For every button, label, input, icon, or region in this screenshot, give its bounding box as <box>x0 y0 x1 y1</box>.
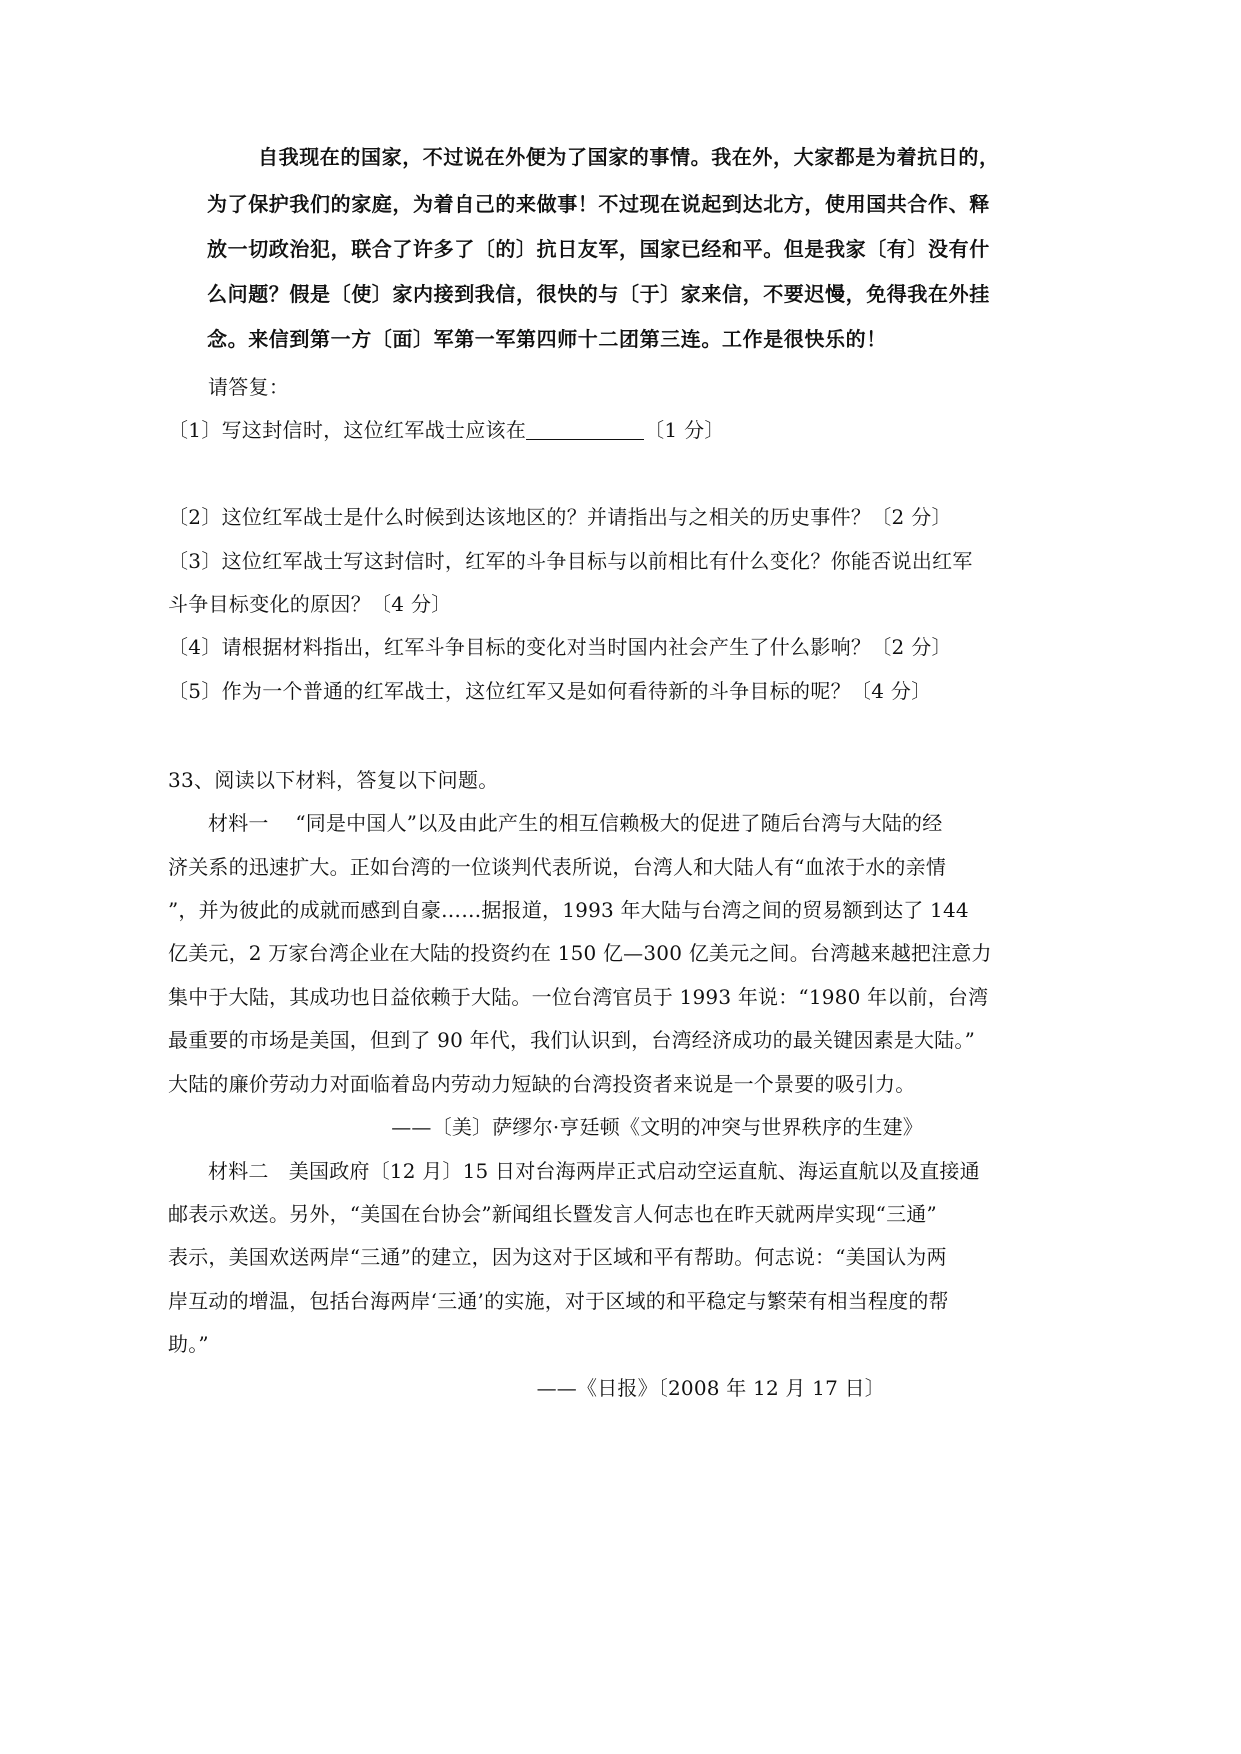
material-1-line: 济关系的迅速扩大。正如台湾的一位谈判代表所说，台湾人和大陆人有“血浓于水的亲情 <box>168 855 947 879</box>
material-1-line: 集中于大陆，其成功也日益依赖于大陆。一位台湾官员于 1993 年说：“1980 年以前，台湾 <box>168 985 989 1009</box>
material-1-line: 材料一 “同是中国人”以及由此产生的相互信赖极大的促进了随后台湾与大陆的经 <box>208 811 943 835</box>
material-2-line: 材料二 美国政府〔12 月〕15 日对台海两岸正式启动空运直航、海运直航以及直接通 <box>208 1159 980 1183</box>
letter-line: 念。来信到第一方〔面〕军第一军第四师十二团第三连。工作是很快乐的！ <box>207 327 887 351</box>
material-1-line: 最重要的市场是美国，但到了 90 年代，我们认识到，台湾经济成功的最关键因素是大陆。” <box>168 1028 975 1052</box>
question-1-score: 〔1 分〕 <box>644 418 725 442</box>
question-5: 〔5〕作为一个普通的红军战士，这位红军又是如何看待新的斗争目标的呢？〔4 分〕 <box>168 679 932 703</box>
letter-line: 放一切政治犯，联合了许多了〔的〕抗日友军，国家已经和平。但是我家〔有〕没有什 <box>207 237 990 261</box>
question-1-text: 〔1〕写这封信时，这位红军战士应该在 <box>168 418 527 442</box>
material-2-line: 助。” <box>168 1332 209 1356</box>
question-4: 〔4〕请根据材料指出，红军斗争目标的变化对当时国内社会产生了什么影响？〔2 分〕 <box>168 635 952 659</box>
letter-line: 么问题？假是〔使〕家内接到我信，很快的与〔于〕家来信，不要迟慢，免得我在外挂 <box>207 282 990 306</box>
material-2-line: 邮表示欢送。另外，“美国在台协会”新闻组长暨发言人何志也在昨天就两岸实现“三通” <box>168 1202 937 1226</box>
material-2-line: 表示，美国欢送两岸“三通”的建立，因为这对于区域和平有帮助。何志说：“美国认为两 <box>168 1245 947 1269</box>
answer-blank[interactable] <box>526 419 644 440</box>
material-1-line: 亿美元，2 万家台湾企业在大陆的投资约在 150 亿—300 亿美元之间。台湾越来越把注意力 <box>168 941 992 965</box>
question-3-line: 斗争目标变化的原因？〔4 分〕 <box>168 592 452 616</box>
letter-line: 自我现在的国家，不过说在外便为了国家的事情。我在外，大家都是为着抗日的， <box>258 145 1000 169</box>
material-2-source: ——《日报》〔2008 年 12 月 17 日〕 <box>536 1376 885 1400</box>
material-1-line: ”，并为彼此的成就而感到自豪……据报道，1993 年大陆与台湾之间的贸易额到达了 144 <box>168 898 969 922</box>
question-3-line: 〔3〕这位红军战士写这封信时，红军的斗争目标与以前相比有什么变化？你能否说出红军 <box>168 549 973 573</box>
section-33-heading: 33、阅读以下材料，答复以下问题。 <box>168 768 499 792</box>
question-2: 〔2〕这位红军战士是什么时候到达该地区的？并请指出与之相关的历史事件？〔2 分〕 <box>168 505 952 529</box>
letter-line: 为了保护我们的家庭，为着自己的来做事！不过现在说起到达北方，使用国共合作、释 <box>207 192 990 216</box>
material-1-line: 大陆的廉价劳动力对面临着岛内劳动力短缺的台湾投资者来说是一个景要的吸引力。 <box>168 1072 916 1096</box>
answer-prompt: 请答复： <box>208 375 290 399</box>
question-1 <box>168 418 725 442</box>
material-2-line: 岸互动的增温，包括台海两岸‘三通’的实施，对于区域的和平稳定与繁荣有相当程度的帮 <box>168 1289 949 1313</box>
material-1-source: ——〔美〕萨缪尔·亨廷顿《文明的冲突与世界秩序的生建》 <box>391 1115 923 1139</box>
